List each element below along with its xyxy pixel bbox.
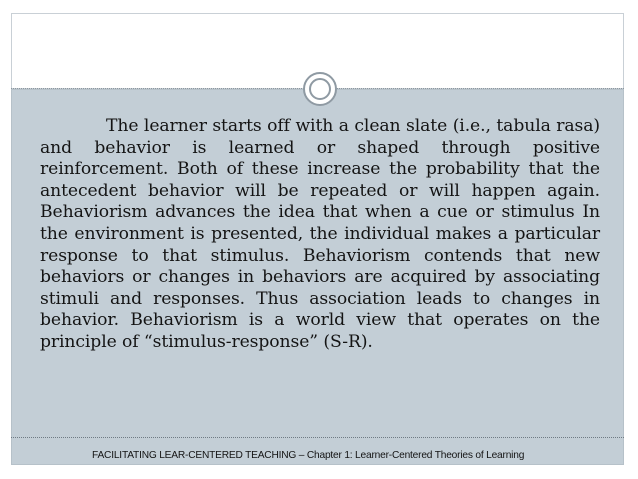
body-paragraph: The learner starts off with a clean slate (i.e., tabula rasa) and behavior is learned or shaped through positive reinforcement. Both of these increase the probability that the antecedent behavior will be repeated or will happen again. Behaviorism advances the idea that when a cue or stimulus In the environment is presented, the individual makes a particular response to that stimulus. Behaviorism contends that new behaviors or changes in behaviors are acquired by associating stimuli and responses. Thus association leads to changes in behavior. Behaviorism is a world view that operates on the principle of “stimulus-response” (S-R). [40, 116, 600, 352]
slide-footer: FACILITATING LEAR-CENTERED TEACHING – Chapter 1: Learner-Centered Theories of Learning [92, 450, 525, 461]
circle-ornament-icon [303, 72, 337, 106]
footer-divider [11, 437, 624, 438]
